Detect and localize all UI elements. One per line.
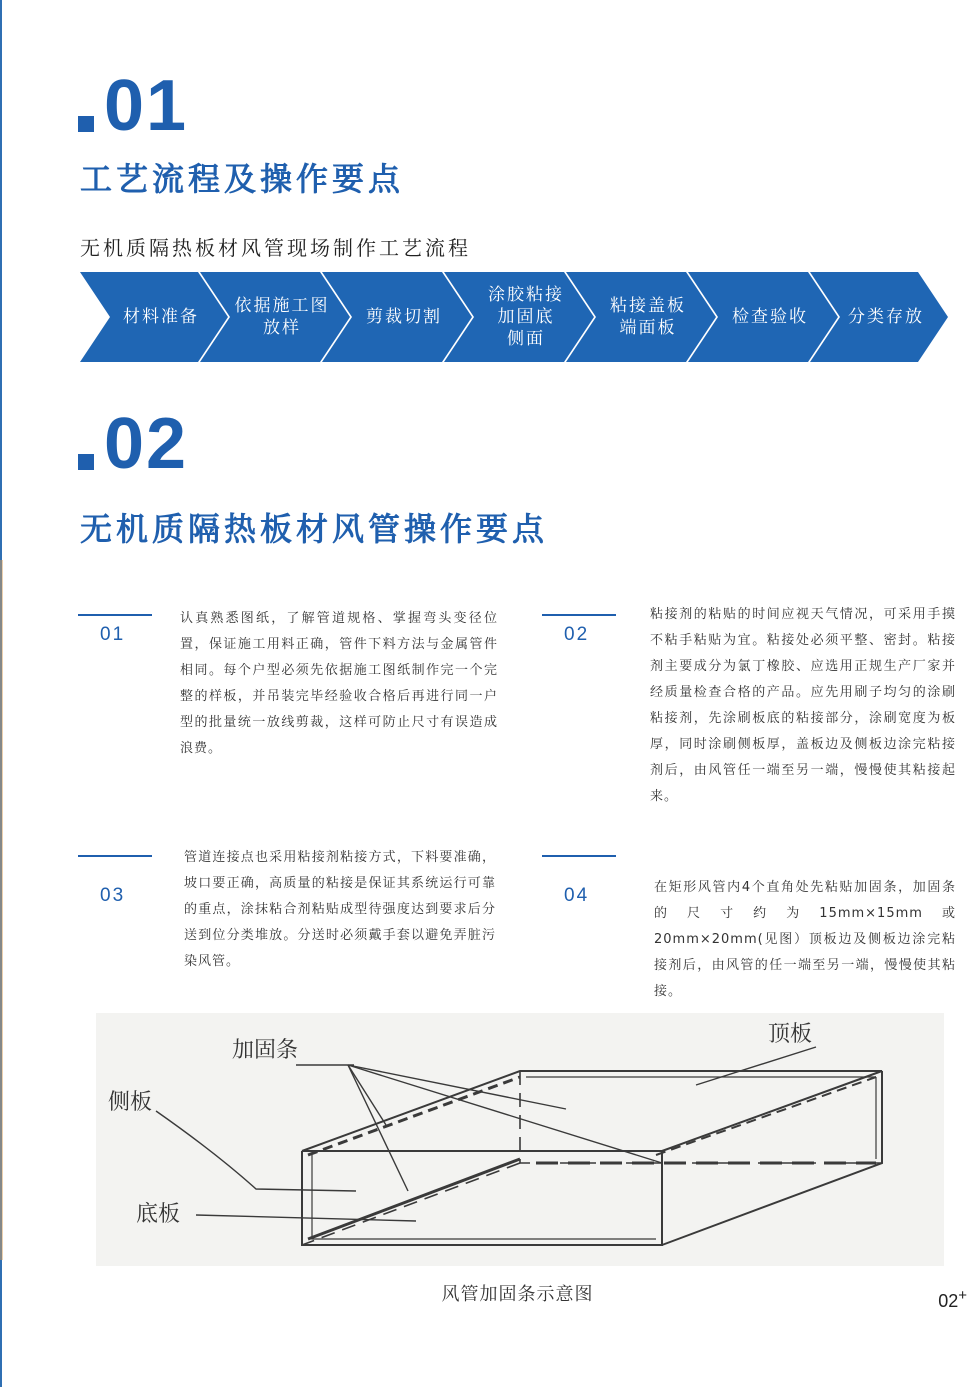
- label-bottom: 底板: [136, 1202, 181, 1227]
- flow-step-label: 剪裁切割: [366, 306, 442, 327]
- section-dot: [78, 454, 94, 470]
- flow-step-label: 分类存放: [848, 306, 924, 327]
- point-text: 粘接剂的粘贴的时间应视天气情况，可采用手摸不粘手粘贴为宜。粘接处必须平整、密封。粘接剂主要成分为氯丁橡胶、应选用正规生产厂家并经质量检查合格的产品。应先用刷子均匀的涂刷粘接剂，先涂刷板底的粘接部分，涂刷宽度为板厚，同时涂刷侧板厚，盖板边及侧板边涂完粘接剂后，由风管任一端至另一端，慢慢使其粘接起来。: [650, 607, 956, 804]
- duct-diagram: [96, 1013, 944, 1266]
- page-number-value: 02: [938, 1291, 959, 1311]
- flow-step-5: [590, 272, 706, 362]
- page-number: [938, 1287, 967, 1312]
- section-number-01: [78, 66, 189, 146]
- flow-step-3: [346, 272, 462, 362]
- duct-right-face: [662, 1071, 882, 1245]
- flow-step-4: [468, 272, 584, 362]
- flow-caption: 无机质隔热板材风管现场制作工艺流程: [80, 236, 471, 260]
- point-rule: [78, 855, 152, 857]
- point-text: 认真熟悉图纸，了解管道规格、掌握弯头变径位置，保证施工用料正确，管件下料方法与金属管件相同。每个户型必须先依据施工图纸制作完一个完整的样板，并吊装完毕经验收合格后再进行同一户型的批量统一放线剪裁，这样可防止尺寸有误造成浪费。: [180, 611, 498, 756]
- process-flow: [0, 272, 979, 362]
- flow-step-6: [712, 272, 828, 362]
- point-rule: [542, 614, 616, 616]
- section-number-02: [78, 404, 189, 484]
- section-number-text: 02: [104, 404, 189, 484]
- page-number-mark: +: [958, 1287, 967, 1304]
- flow-step-label: 粘接盖板 端面板: [610, 295, 686, 338]
- flow-step-label: 检查验收: [732, 306, 808, 327]
- point-rule: [542, 855, 616, 857]
- point-text: 在矩形风管内4个直角处先粘贴加固条，加固条的尺寸约为15mm×15mm或20mm×20mm(见图）顶板边及侧板边涂完粘接剂后，由风管的任一端至另一端，慢慢使其粘接。: [654, 880, 956, 999]
- point-number: 02: [564, 624, 590, 645]
- section-dot: [78, 116, 94, 132]
- section-number-text: 01: [104, 66, 189, 146]
- point-number: 01: [100, 624, 126, 645]
- section-title-02: 无机质隔热板材风管操作要点: [80, 510, 549, 548]
- duct-reinforcement-figure: [96, 1013, 944, 1266]
- duct-front-face: [302, 1151, 662, 1245]
- point-number: 03: [100, 885, 126, 906]
- figure-caption: 风管加固条示意图: [441, 1284, 594, 1305]
- flow-step-label: 涂胶粘接 加固底 侧面: [488, 284, 564, 350]
- flow-step-1: [104, 272, 218, 362]
- duct-top-face: [302, 1071, 882, 1151]
- flow-step-2: [224, 272, 340, 362]
- point-number: 04: [564, 885, 590, 906]
- page-edge-accent: [0, 560, 3, 1260]
- point-text: 管道连接点也采用粘接剂粘接方式，下料要准确，坡口要正确，高质量的粘接是保证其系统运行可靠的重点，涂抹粘合剂粘贴成型待强度达到要求后分送到位分类堆放。分送时必须戴手套以避免弄脏污染风管。: [184, 850, 496, 969]
- label-side: 侧板: [108, 1090, 153, 1115]
- label-reinforce: 加固条: [232, 1038, 299, 1063]
- label-top: 顶板: [768, 1022, 813, 1047]
- flow-step-7: [834, 272, 938, 362]
- duct-hidden-edges: [520, 1071, 882, 1163]
- flow-step-label: 依据施工图 放样: [234, 295, 330, 338]
- point-rule: [78, 614, 152, 616]
- section-title-01: 工艺流程及操作要点: [80, 160, 405, 198]
- flow-step-label: 材料准备: [123, 306, 199, 327]
